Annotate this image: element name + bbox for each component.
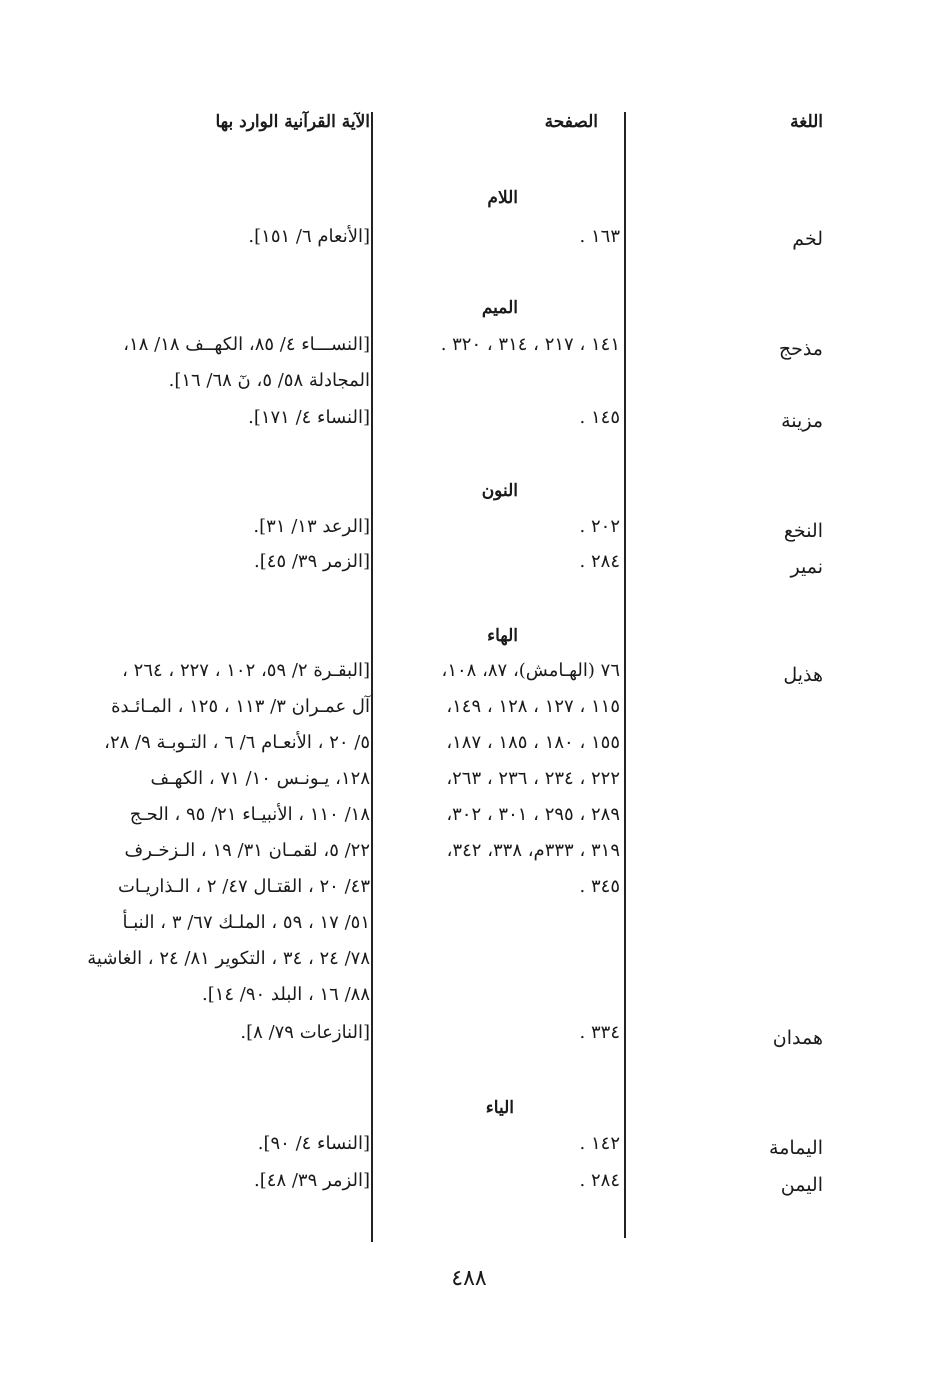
header-word: اللغة [790, 112, 823, 132]
entry-word-nakha: النخع [783, 520, 823, 542]
section-heading-nun: النون [481, 481, 518, 501]
entry-pages-yaman: ٢٨٤ . [579, 1170, 620, 1191]
page-line: ١٥٥ ، ١٨٠ ، ١٨٥ ، ١٨٧، [446, 732, 620, 753]
entry-word-numayr: نمير [790, 556, 823, 578]
verse-line: ٤٣/ ٢٠ ، القتـال ٤٧/ ٢ ، الـذاريـات [117, 876, 370, 897]
verse-line: [الأنعام ٦/ ١٥١]. [248, 226, 370, 247]
column-divider-left [371, 112, 373, 1242]
verse-line: [الزمر ٣٩/ ٤٥]. [254, 551, 370, 572]
page-line: ٢٢٢ ، ٢٣٤ ، ٢٣٦ ، ٢٦٣، [446, 768, 620, 789]
entry-word-muzayna: مزينة [781, 410, 823, 432]
verse-line: المجادلة ٥٨/ ٥، نٓ ٦٨/ ١٦]. [168, 370, 370, 391]
entry-pages-lakhm: ١٦٣ . [579, 226, 620, 247]
section-heading-mim: الميم [481, 298, 518, 318]
entry-pages-numayr: ٢٨٤ . [579, 551, 620, 572]
verse-line: ٥/ ٢٠ ، الأنعـام ٦/ ٦ ، التـوبـة ٩/ ٢٨، [104, 732, 370, 753]
verse-line: ١٨/ ١١٠ ، الأنبيـاء ٢١/ ٩٥ ، الحـج [129, 804, 370, 825]
entry-pages-nakha: ٢٠٢ . [579, 516, 620, 537]
entry-word-hudhayl: هذيل [783, 664, 823, 686]
page-number: ٤٨٨ [451, 1266, 487, 1291]
header-verse: الآية القرآنية الوارد بها [215, 112, 370, 132]
section-heading-ya: الياء [485, 1098, 514, 1118]
verse-line: ١٢٨، يـونـس ١٠/ ٧١ ، الكهـف [150, 768, 370, 789]
entry-word-yamama: اليمامة [769, 1137, 823, 1159]
entry-pages-muzayna: ١٤٥ . [579, 407, 620, 428]
verse-line: [الزمر ٣٩/ ٤٨]. [254, 1170, 370, 1191]
page-line: ٣١٩ ، ٣٣٣م، ٣٣٨، ٣٤٢، [446, 840, 620, 861]
verse-line: ٨٨/ ١٦ ، البلد ٩٠/ ١٤]. [201, 984, 370, 1005]
entry-word-lakhm: لخم [792, 228, 823, 250]
verse-line: آل عمـران ٣/ ١١٣ ، ١٢٥ ، المـائـدة [111, 696, 370, 717]
header-page: الصفحة [544, 112, 598, 132]
page-line: ٢٨٩ ، ٢٩٥ ، ٣٠١ ، ٣٠٢، [446, 804, 620, 825]
verse-line: [النساء ٤/ ٩٠]. [257, 1133, 370, 1154]
column-divider-right [624, 112, 626, 1238]
page-line: ٣٤٥ . [579, 876, 620, 897]
entry-word-yaman: اليمن [780, 1174, 823, 1196]
verse-line: [النساء ٤/ ١٧١]. [248, 407, 370, 428]
entry-pages-madhhij: ١٤١ ، ٢١٧ ، ٣١٤ ، ٣٢٠ . [440, 334, 620, 355]
entry-word-hamdan: همدان [772, 1027, 823, 1049]
entry-pages-hamdan: ٣٣٤ . [579, 1022, 620, 1043]
verse-line: ٥١/ ١٧ ، ٥٩ ، الملـك ٦٧/ ٣ ، النبـأ [122, 912, 370, 933]
verse-line: [الرعد ١٣/ ٣١]. [253, 516, 370, 537]
verse-line: ٢٢/ ٥، لقمـان ٣١/ ١٩ ، الـزخـرف [124, 840, 370, 861]
verse-line: [البقـرة ٢/ ٥٩، ١٠٢ ، ٢٢٧ ، ٢٦٤ ، [122, 660, 370, 681]
section-heading-ha: الهاء [487, 626, 518, 646]
verse-line: [النازعات ٧٩/ ٨]. [240, 1022, 370, 1043]
section-heading-lam: اللام [487, 188, 518, 208]
page-line: ١١٥ ، ١٢٧ ، ١٢٨ ، ١٤٩، [446, 696, 620, 717]
verse-line: [النســـاء ٤/ ٨٥، الكهــف ١٨/ ١٨، [123, 334, 370, 355]
entry-word-madhhij: مذحج [778, 338, 823, 360]
entry-pages-yamama: ١٤٢ . [579, 1133, 620, 1154]
page-line: ٧٦ (الهـامش)، ٨٧، ١٠٨، [441, 660, 620, 681]
verse-line: ٧٨/ ٢٤ ، ٣٤ ، التكوير ٨١/ ٢٤ ، الغاشية [87, 948, 370, 969]
